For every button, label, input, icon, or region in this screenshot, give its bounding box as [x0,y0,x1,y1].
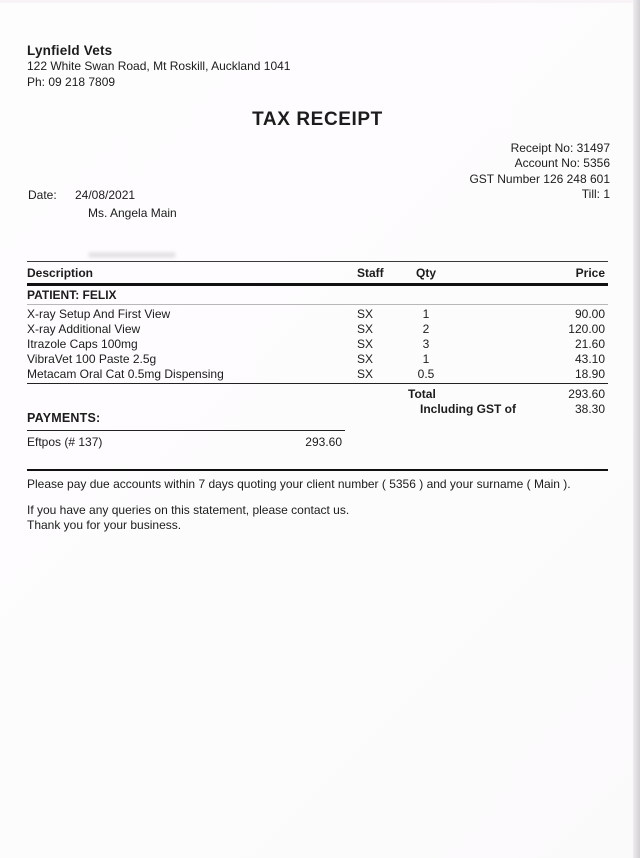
item-price: 21.60 [574,336,605,351]
total-label: Total [408,387,436,401]
payment-amount: 293.60 [305,435,342,449]
total-value: 293.60 [568,387,605,401]
table-header-row [27,262,608,283]
table-row [27,336,608,351]
header-staff: Staff [357,265,384,280]
item-qty: 2 [422,321,430,336]
item-qty: 1 [422,351,430,366]
item-description: Itrazole Caps 100mg [27,336,138,351]
item-price: 120.00 [568,321,605,336]
items-table [27,261,608,416]
client-name: Ms. Angela Main [88,206,177,220]
table-row [27,306,608,321]
payment-method: Eftpos (# 137) [27,435,103,449]
item-price: 18.90 [574,366,605,381]
clinic-name: Lynfield Vets [27,43,113,58]
item-description: X-ray Setup And First View [27,306,171,321]
page-top-edge [0,0,640,3]
item-qty: 1 [422,306,430,321]
payment-row [27,435,342,449]
item-rows [27,305,608,383]
gst-label: Including GST of [420,402,516,416]
till-number: Till: 1 [581,187,610,202]
page-right-edge-shadow [633,0,640,858]
item-price: 90.00 [574,306,605,321]
header-price: Price [575,265,605,280]
item-qty: 0.5 [417,366,435,381]
item-qty: 3 [422,336,430,351]
table-row [27,321,608,336]
footer-payment-terms: Please pay due accounts within 7 days quoting your client number ( 5356 ) and your surname ( Main ). [27,477,571,491]
header-description: Description [27,265,94,280]
footer-thank-you: Thank you for your business. [27,518,182,532]
scan-smudge [88,252,176,258]
footer-rule [27,469,608,471]
clinic-address: 122 White Swan Road, Mt Roskill, Auckland 1041 [27,59,291,73]
item-staff: SX [357,321,374,336]
item-staff: SX [357,306,374,321]
item-staff: SX [357,366,374,381]
gst-number: GST Number 126 248 601 [469,171,610,186]
receipt-meta [469,141,610,203]
page-title: TAX RECEIPT [252,109,383,130]
footer-queries-note: If you have any queries on this statement, please contact us. [27,503,350,517]
patient-header: PATIENT: FELIX [27,286,608,305]
item-description: Metacam Oral Cat 0.5mg Dispensing [27,366,224,381]
item-price: 43.10 [574,351,605,366]
date-value: 24/08/2021 [75,188,136,202]
item-description: VibraVet 100 Paste 2.5g [27,351,157,366]
table-row [27,351,608,366]
item-staff: SX [357,336,374,351]
receipt-number: Receipt No: 31497 [510,141,610,155]
item-description: X-ray Additional View [27,321,141,336]
account-number: Account No: 5356 [514,156,610,171]
gst-value: 38.30 [574,402,605,416]
item-staff: SX [357,351,374,366]
date-label: Date: [28,188,57,202]
header-qty: Qty [415,265,436,280]
clinic-phone: Ph: 09 218 7809 [27,75,116,89]
table-row [27,366,608,381]
payments-heading: PAYMENTS: [27,411,345,431]
